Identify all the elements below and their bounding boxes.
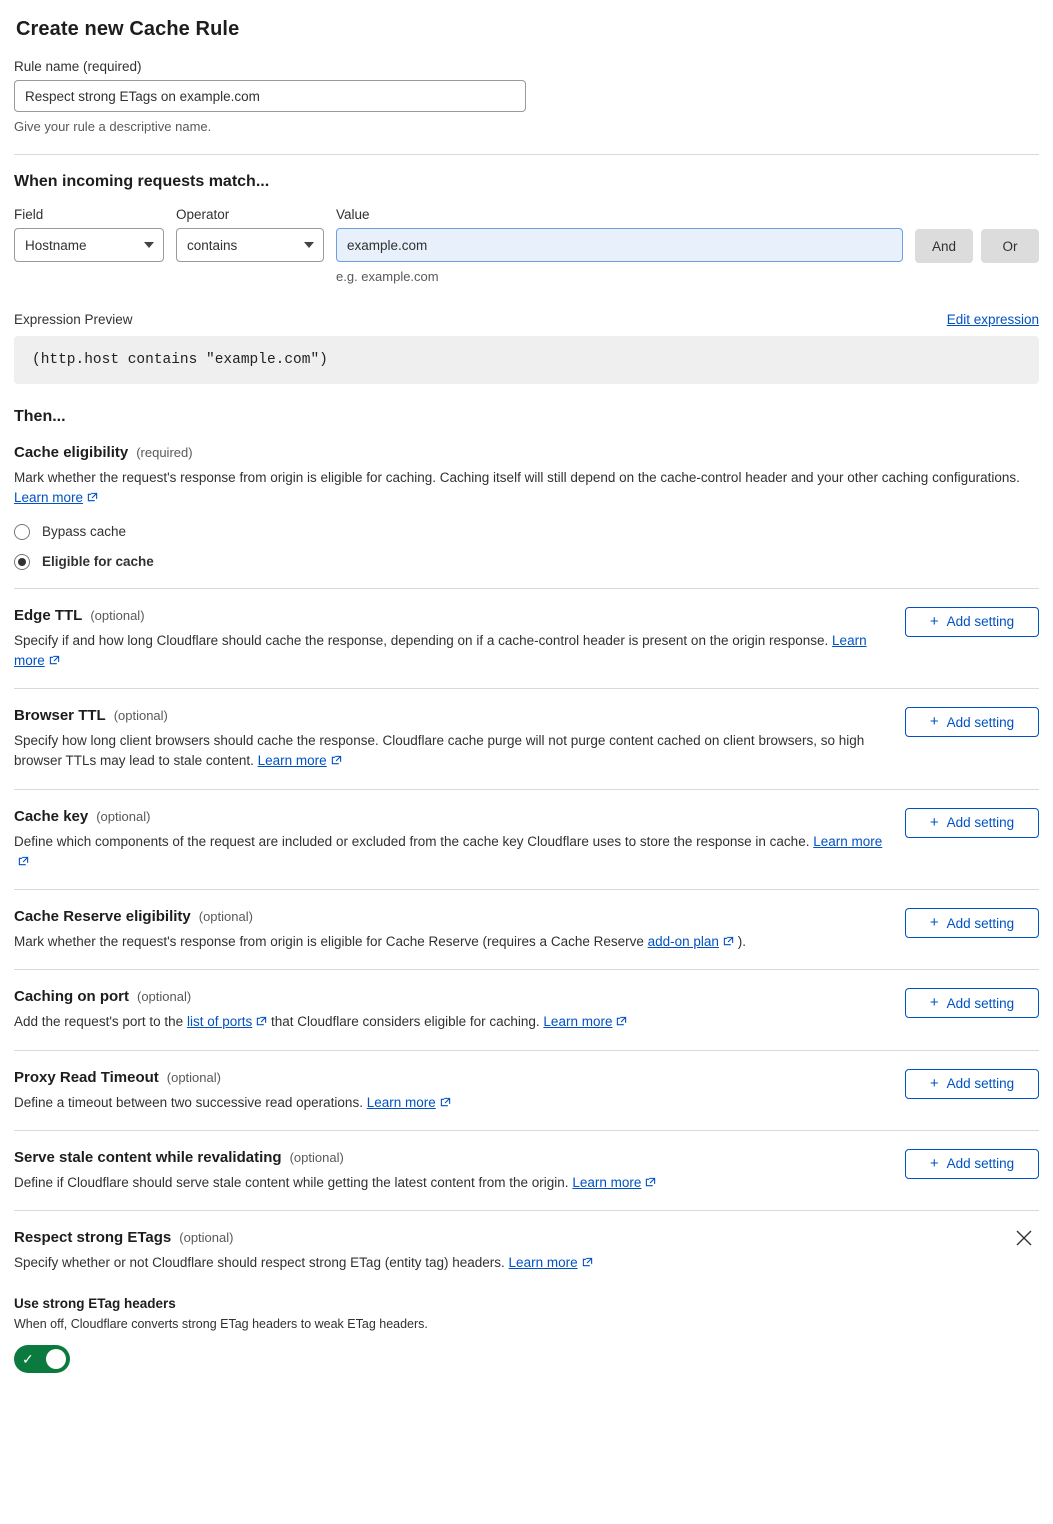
option-label: Bypass cache bbox=[42, 524, 127, 539]
external-link-icon bbox=[440, 1094, 451, 1114]
rule-name-input[interactable] bbox=[14, 80, 526, 112]
and-or-group bbox=[915, 207, 1039, 263]
setting-row-cache-reserve bbox=[14, 889, 1039, 969]
etags-title: Respect strong ETags bbox=[14, 1229, 172, 1246]
external-link-icon bbox=[645, 1174, 656, 1194]
learn-more-link[interactable]: Learn more bbox=[572, 1174, 642, 1190]
setting-desc-text: Specify if and how long Cloudflare should cache the response, depending on if a cache-control header is present on the origin response. bbox=[14, 632, 829, 648]
plus-icon: + bbox=[929, 813, 939, 831]
cache-eligibility-header bbox=[14, 444, 1039, 461]
use-strong-etag-toggle[interactable] bbox=[14, 1345, 70, 1373]
rule-name-help: Give your rule a descriptive name. bbox=[14, 119, 212, 134]
learn-more-link[interactable]: Learn more bbox=[14, 632, 867, 668]
setting-title: Edge TTL bbox=[14, 606, 83, 624]
setting-optional: (optional) bbox=[90, 607, 145, 623]
external-link-icon bbox=[256, 1013, 267, 1033]
setting-title: Cache Reserve eligibility bbox=[14, 908, 191, 925]
option-label: Eligible for cache bbox=[42, 554, 154, 569]
learn-more-link[interactable]: Learn more bbox=[257, 753, 327, 769]
radio-icon[interactable] bbox=[14, 524, 30, 540]
rule-name-label: Rule name (required) bbox=[14, 59, 142, 74]
divider bbox=[14, 154, 1039, 155]
add-setting-label: Add setting bbox=[946, 614, 1015, 629]
setting-optional: (optional) bbox=[166, 1069, 221, 1085]
operator-select-value: contains bbox=[187, 237, 238, 253]
setting-row-serve-stale bbox=[14, 1130, 1039, 1210]
setting-title: Cache key bbox=[14, 807, 89, 825]
external-link-icon bbox=[49, 652, 60, 672]
match-heading: When incoming requests match... bbox=[14, 173, 270, 190]
value-input[interactable] bbox=[336, 228, 903, 262]
external-link-icon bbox=[87, 489, 98, 509]
setting-row-proxy-read-timeout bbox=[14, 1050, 1039, 1130]
setting-optional: (optional) bbox=[113, 708, 168, 723]
field-select-value: Hostname bbox=[25, 237, 87, 253]
plus-icon: + bbox=[929, 612, 939, 630]
check-icon: ✓ bbox=[22, 1351, 34, 1368]
value-help: e.g. example.com bbox=[336, 269, 439, 284]
use-strong-etag-desc: When off, Cloudflare converts strong ETag headers to weak ETag headers. bbox=[14, 1317, 428, 1332]
plus-icon: + bbox=[929, 713, 939, 730]
setting-title: Serve stale content while revalidating bbox=[14, 1148, 282, 1166]
add-setting-button-cache-key[interactable] bbox=[905, 808, 1039, 838]
setting-desc bbox=[14, 731, 885, 773]
setting-row-cache-key bbox=[14, 789, 1039, 890]
rule-name-group bbox=[14, 59, 1039, 134]
add-setting-button-serve-stale[interactable] bbox=[905, 1149, 1039, 1179]
radio-icon[interactable] bbox=[14, 554, 30, 570]
plus-icon: + bbox=[929, 1154, 939, 1172]
add-setting-button-caching-on-port[interactable] bbox=[905, 988, 1039, 1018]
add-setting-label: Add setting bbox=[946, 1156, 1015, 1172]
chevron-down-icon bbox=[144, 242, 154, 248]
add-setting-label: Add setting bbox=[946, 815, 1015, 830]
add-setting-button-proxy-read-timeout[interactable] bbox=[905, 1069, 1039, 1099]
setting-desc bbox=[14, 1093, 885, 1114]
setting-title: Proxy Read Timeout bbox=[14, 1068, 159, 1086]
and-button[interactable]: And bbox=[915, 229, 973, 263]
operator-select[interactable] bbox=[176, 228, 324, 262]
setting-desc bbox=[14, 1173, 885, 1194]
setting-optional: (optional) bbox=[198, 909, 253, 924]
etags-optional: (optional) bbox=[179, 1230, 234, 1245]
operator-column bbox=[176, 207, 324, 262]
cache-eligibility-option-bypass[interactable] bbox=[14, 524, 1039, 540]
setting-title: Browser TTL bbox=[14, 707, 106, 724]
external-link-icon bbox=[616, 1013, 627, 1033]
setting-desc-text: Define if Cloudflare should serve stale content while getting the latest content from the origin. bbox=[14, 1174, 569, 1190]
cache-eligibility-required: (required) bbox=[136, 445, 193, 460]
setting-desc bbox=[14, 832, 885, 874]
expression-label: Expression Preview bbox=[14, 312, 133, 327]
edit-expression-link[interactable]: Edit expression bbox=[946, 312, 1039, 327]
setting-desc-text: Define which components of the request are included or excluded from the cache key Cloudflare uses to store the response in cache. bbox=[14, 833, 810, 849]
respect-strong-etags-block bbox=[14, 1210, 1039, 1373]
setting-optional: (optional) bbox=[137, 989, 192, 1005]
add-setting-label: Add setting bbox=[946, 714, 1015, 730]
plus-icon: + bbox=[929, 994, 939, 1012]
toggle-knob bbox=[46, 1349, 66, 1369]
plus-icon: + bbox=[929, 1074, 939, 1092]
setting-desc-text: Define a timeout between two successive read operations. bbox=[14, 1094, 363, 1110]
setting-row-browser-ttl bbox=[14, 688, 1039, 789]
learn-more-link[interactable]: Learn more bbox=[508, 1255, 578, 1270]
setting-optional: (optional) bbox=[96, 808, 151, 824]
cache-eligibility-desc-text: Mark whether the request's response from origin is eligible for caching. Caching itself will still depend on the cache-control header and your other caching configurations. bbox=[14, 470, 1020, 485]
add-on-plan-link[interactable]: add-on plan bbox=[647, 934, 719, 949]
setting-desc-mid: that Cloudflare considers eligible for caching. bbox=[271, 1014, 540, 1030]
setting-desc bbox=[14, 1012, 885, 1033]
setting-desc-tail: ). bbox=[737, 934, 746, 949]
list-of-ports-link[interactable]: list of ports bbox=[186, 1014, 253, 1030]
setting-desc bbox=[14, 932, 885, 953]
setting-desc bbox=[14, 631, 885, 673]
external-link-icon bbox=[18, 853, 29, 873]
cache-eligibility-block bbox=[14, 444, 1039, 588]
value-label: Value bbox=[336, 207, 370, 222]
add-setting-label: Add setting bbox=[946, 995, 1015, 1011]
external-link-icon bbox=[582, 1254, 593, 1274]
value-column bbox=[336, 207, 903, 284]
learn-more-link[interactable]: Learn more bbox=[366, 1094, 436, 1110]
setting-row-caching-on-port bbox=[14, 969, 1039, 1049]
setting-optional: (optional) bbox=[289, 1149, 344, 1165]
cache-eligibility-learn-more-link[interactable]: Learn more bbox=[14, 490, 84, 506]
setting-desc-text: Specify how long client browsers should cache the response. Cloudflare cache purge will not purge content cached on client browsers, so high browser TTLs may lead to stale content. bbox=[14, 733, 865, 769]
chevron-down-icon bbox=[304, 242, 314, 248]
then-heading: Then... bbox=[14, 408, 66, 425]
setting-title: Caching on port bbox=[14, 988, 129, 1006]
external-link-icon bbox=[723, 933, 734, 953]
or-button[interactable]: Or bbox=[981, 229, 1039, 263]
field-select[interactable] bbox=[14, 228, 164, 262]
setting-desc-text: Add the request's port to the bbox=[14, 1014, 184, 1030]
learn-more-link[interactable]: Learn more bbox=[543, 1014, 613, 1030]
add-setting-label: Add setting bbox=[946, 1076, 1015, 1091]
plus-icon: + bbox=[929, 914, 939, 931]
close-icon[interactable] bbox=[1013, 1227, 1035, 1249]
learn-more-link[interactable]: Learn more bbox=[813, 833, 883, 849]
use-strong-etag-label: Use strong ETag headers bbox=[14, 1296, 176, 1312]
add-setting-button-cache-reserve[interactable] bbox=[905, 908, 1039, 938]
add-setting-button-edge-ttl[interactable] bbox=[905, 607, 1039, 637]
etags-desc bbox=[14, 1253, 1029, 1274]
expression-preview: (http.host contains "example.com") bbox=[14, 336, 1039, 384]
add-setting-button-browser-ttl[interactable] bbox=[905, 707, 1039, 737]
page-title: Create new Cache Rule bbox=[16, 18, 240, 40]
field-column bbox=[14, 207, 164, 262]
cache-eligibility-desc bbox=[14, 468, 1029, 510]
external-link-icon bbox=[331, 752, 342, 772]
match-row bbox=[14, 207, 1039, 284]
etags-desc-text: Specify whether or not Cloudflare should respect strong ETag (entity tag) headers. bbox=[14, 1255, 505, 1270]
operator-label: Operator bbox=[176, 207, 230, 222]
add-setting-label: Add setting bbox=[946, 915, 1015, 931]
setting-row-edge-ttl bbox=[14, 588, 1039, 689]
field-label: Field bbox=[14, 207, 44, 222]
expression-header bbox=[14, 312, 1039, 327]
cache-eligibility-title: Cache eligibility bbox=[14, 444, 129, 461]
setting-desc-text: Mark whether the request's response from origin is eligible for Cache Reserve (requires a Cache Reserve bbox=[14, 934, 644, 949]
cache-eligibility-option-eligible[interactable] bbox=[14, 554, 1039, 570]
